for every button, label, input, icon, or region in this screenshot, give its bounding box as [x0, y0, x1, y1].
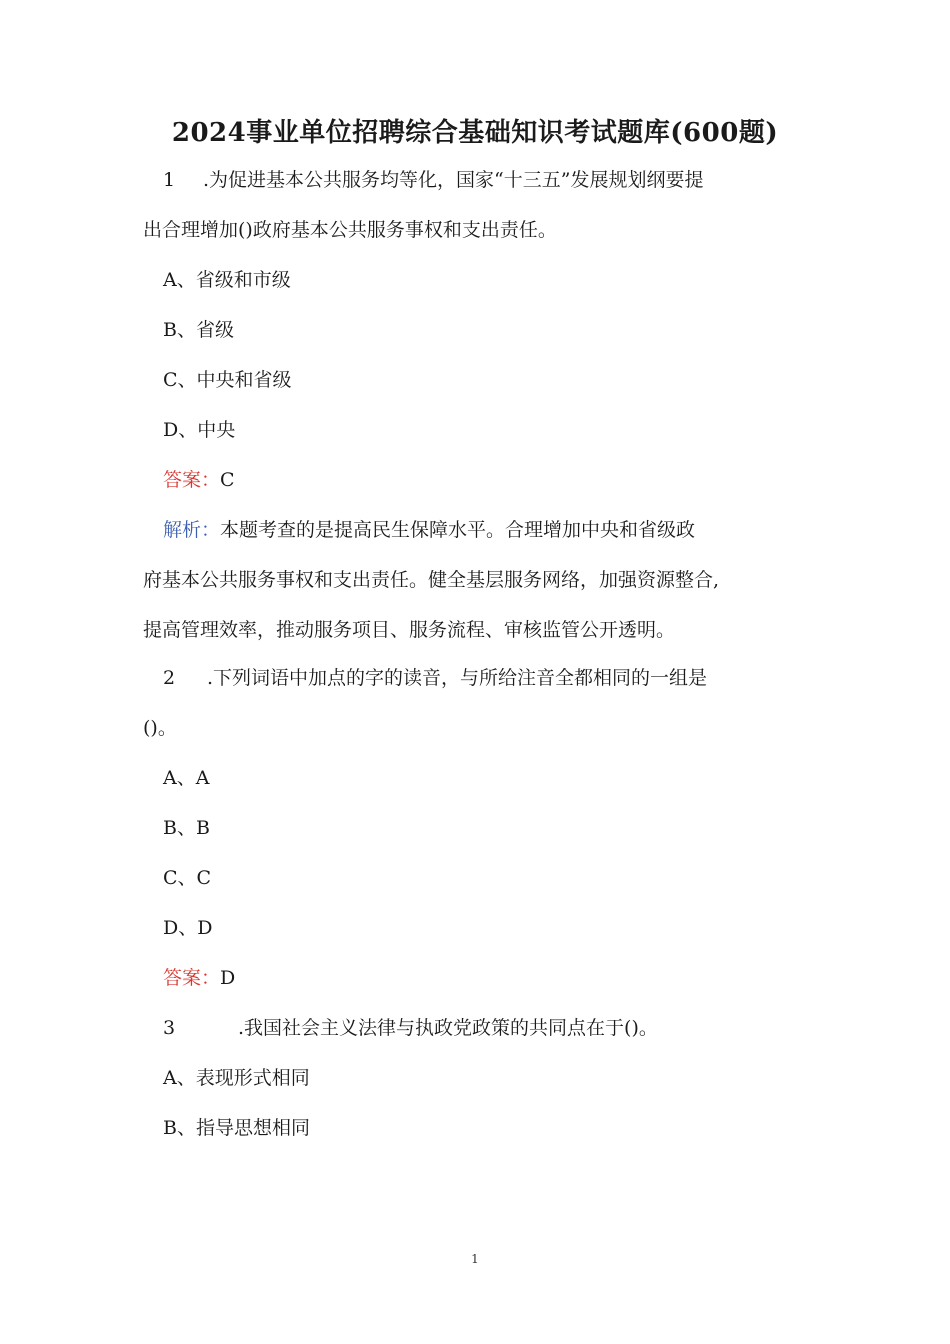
option-a: A、省级和市级	[163, 269, 291, 291]
answer-value: D	[220, 967, 236, 989]
option-d: D、中央	[163, 419, 236, 441]
option-b: B、指导思想相同	[163, 1117, 310, 1139]
question-text: .我国社会主义法律与执政党政策的共同点在于()。	[238, 1017, 658, 1039]
analysis-label: 解析：	[163, 519, 221, 541]
option-c: C、中央和省级	[163, 369, 292, 391]
question-1-stem-line2: 出合理增加()政府基本公共服务事权和支出责任。	[143, 219, 557, 241]
question-3-stem-line1	[163, 1015, 658, 1041]
option-b: B、B	[163, 817, 210, 839]
option-a: A、A	[163, 767, 210, 789]
question-text: .为促进基本公共服务均等化，国家“十三五”发展规划纲要提	[203, 169, 704, 191]
question-2-stem-line2: ()。	[143, 717, 177, 739]
question-number: 2	[163, 667, 176, 689]
document-title: 2024事业单位招聘综合基础知识考试题库(600题)	[171, 118, 779, 148]
answer-label: 答案：	[163, 469, 221, 491]
answer-line	[163, 965, 235, 991]
analysis-text: 本题考查的是提高民生保障水平。合理增加中央和省级政	[220, 519, 696, 541]
answer-line	[163, 467, 235, 493]
question-1-stem-line1	[163, 167, 703, 193]
question-number: 3	[163, 1017, 176, 1039]
page-number: 1	[471, 1252, 479, 1266]
question-text: .下列词语中加点的字的读音，与所给注音全都相同的一组是	[207, 667, 708, 689]
answer-label: 答案：	[163, 967, 221, 989]
question-number: 1	[163, 169, 176, 191]
option-c: C、C	[163, 867, 212, 889]
analysis-line1	[163, 517, 695, 543]
answer-value: C	[220, 469, 235, 491]
option-d: D、D	[163, 917, 213, 939]
option-a: A、表现形式相同	[163, 1067, 310, 1089]
analysis-line2: 府基本公共服务事权和支出责任。健全基层服务网络，加强资源整合,	[143, 569, 720, 591]
question-2-stem-line1	[163, 665, 707, 691]
option-b: B、省级	[163, 319, 234, 341]
analysis-line3: 提高管理效率，推动服务项目、服务流程、审核监管公开透明。	[143, 619, 676, 641]
